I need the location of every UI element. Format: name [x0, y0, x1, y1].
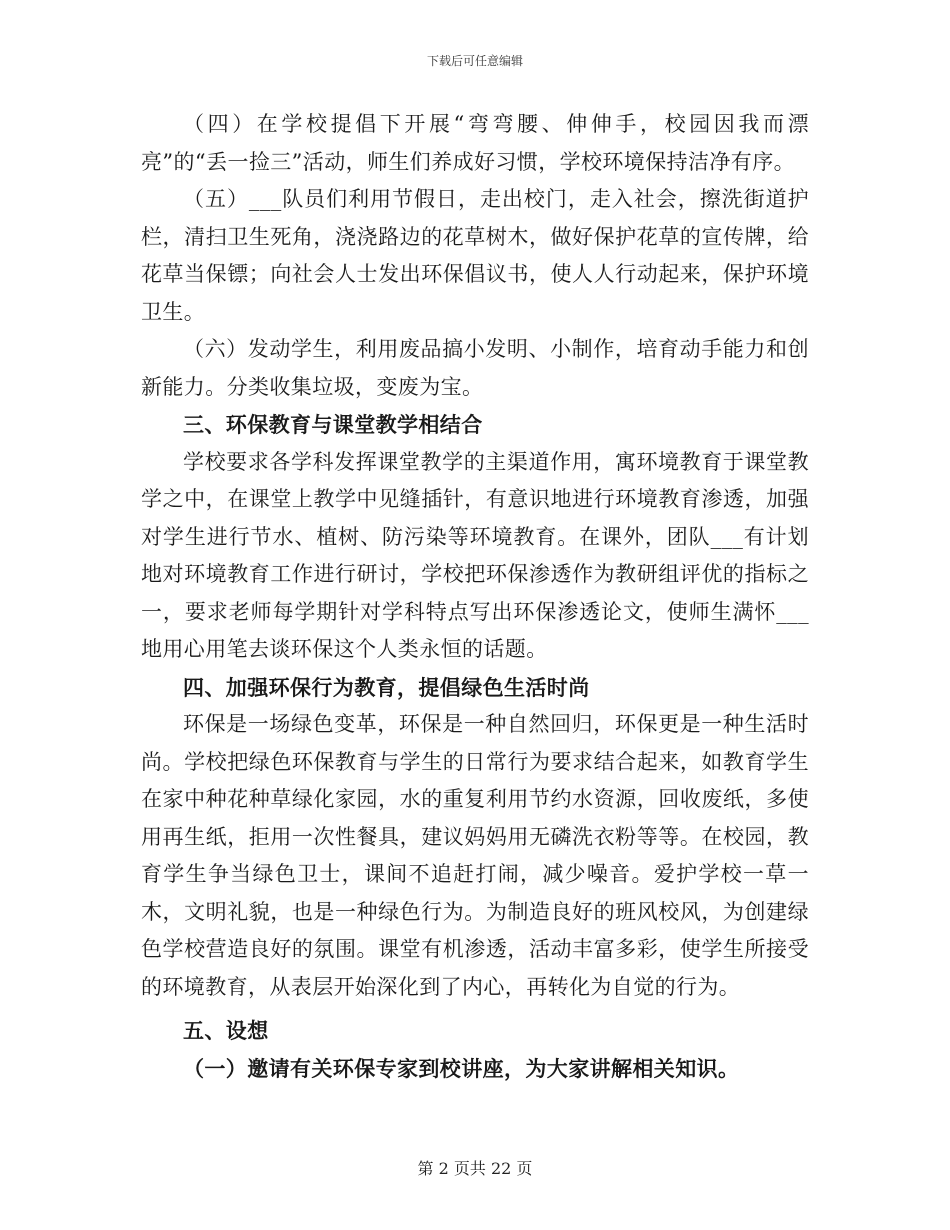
section-heading-three: 三、环保教育与课堂教学相结合 — [183, 412, 483, 437]
paragraph-five: （五）___队员们利用节假日，走出校门，走入社会，擦洗街道护栏，清扫卫生死角，浇浇路边的花草树木，做好保护花草的宣传牌，给花草当保镖；向社会人士发出环保倡议书，使人人行动起来，保护环境卫生。 — [141, 187, 809, 324]
paragraph-green-lifestyle: 环保是一场绿色变革，环保是一种自然回归，环保更是一种生活时尚。学校把绿色环保教育与学生的日常行为要求结合起来，如教育学生在家中种花种草绿化家园，水的重复利用节约水资源，回收废纸，多使用再生纸，拒用一次性餐具，建议妈妈用无磷洗衣粉等等。在校园，教育学生争当绿色卫士，课间不追赶打闹，减少噪音。爱护学校一草一木，文明礼貌，也是一种绿色行为。为制造良好的班风校风，为创建绿色学校营造良好的氛围。课堂有机渗透，活动丰富多彩，使学生所接受的环境教育，从表层开始深化到了内心，再转化为自觉的行为。 — [141, 712, 809, 999]
paragraph-classroom-integration: 学校要求各学科发挥课堂教学的主渠道作用，寓环境教育于课堂教学之中，在课堂上教学中见缝插针，有意识地进行环境教育渗透，加强对学生进行节水、植树、防污染等环境教育。在课外，团队___有计划地对环境教育工作进行研讨，学校把环保渗透作为教研组评优的指标之一，要求老师每学期针对学科特点写出环保渗透论文，使师生满怀___地用心用笔去谈环保这个人类永恒的话题。 — [141, 449, 809, 661]
paragraph-six: （六）发动学生，利用废品搞小发明、小制作，培育动手能力和创新能力。分类收集垃圾，变废为宝。 — [141, 337, 809, 399]
page-footer: 第 2 页共 22 页 — [417, 1159, 533, 1178]
section-heading-four: 四、加强环保行为教育，提倡绿色生活时尚 — [183, 674, 590, 700]
paragraph-four: （四）在学校提倡下开展“弯弯腰、伸伸手，校园因我而漂亮”的“丢一捡三”活动，师生们养成好习惯，学校环境保持洁净有序。 — [141, 112, 809, 174]
subheading-invite-experts: （一）邀请有关环保专家到校讲座，为大家讲解相关知识。 — [183, 1055, 740, 1081]
page-header: 下载后可任意编辑 — [426, 54, 523, 68]
section-heading-five: 五、设想 — [183, 1018, 269, 1043]
document-body — [141, 106, 809, 1087]
